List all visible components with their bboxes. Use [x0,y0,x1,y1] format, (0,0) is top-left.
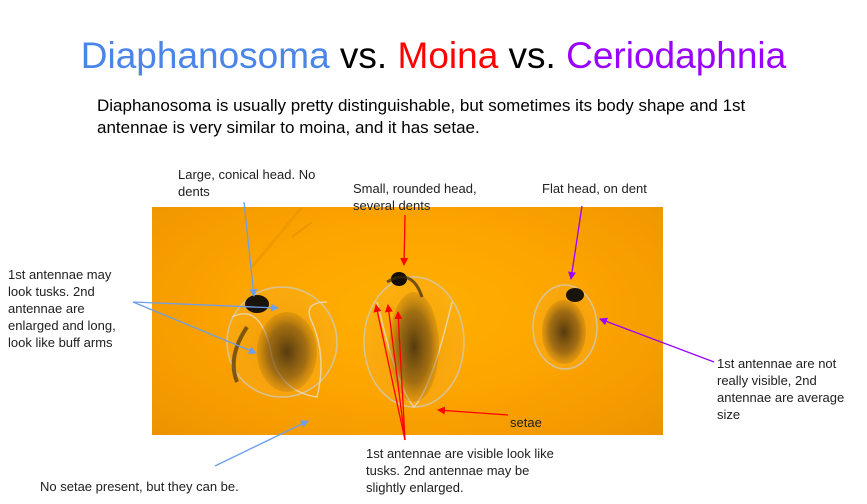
arrow-ceriodaphnia-head [571,206,582,279]
arrow-diaphanosoma-head [244,202,254,296]
arrow-ceriodaphnia-antennae [600,319,714,362]
title-ceriodaphnia: Ceriodaphnia [566,35,787,76]
arrow-moina-head [404,215,405,265]
setae-note: setae [510,415,542,430]
title-separator: vs. [329,35,398,76]
arrow-no-setae [215,421,308,466]
title-moina: Moina [397,35,499,76]
title-diaphanosoma: Diaphanosoma [80,35,330,76]
moina-head-note: Small, rounded head, several dents [353,181,477,213]
ceriodaphnia-head-note: Flat head, on dent [542,181,647,196]
moina-antennae-note: 1st antennae are visible look like tusks. 2nd antennae may be slightly enlarged. [366,446,554,495]
no-setae-note: No setae present, but they can be. [40,479,239,494]
subtitle: Diaphanosoma is usually pretty distinguishable, but sometimes its body shape and 1st antennae is very similar to moina, and it has setae. [97,96,746,137]
diaphanosoma-head-note: Large, conical head. No dents [178,167,316,199]
arrow-diaphanosoma-antennae-2 [133,302,256,353]
arrow-diaphanosoma-antennae-1 [133,302,278,308]
ceriodaphnia-antennae-note: 1st antennae are not really visible, 2nd antennae are average size [717,356,845,422]
arrow-setae [438,410,508,415]
diaphanosoma-antennae-note: 1st antennae may look tusks. 2nd antennae are enlarged and long, look like buff arms [8,267,116,350]
title-separator: vs. [498,35,567,76]
